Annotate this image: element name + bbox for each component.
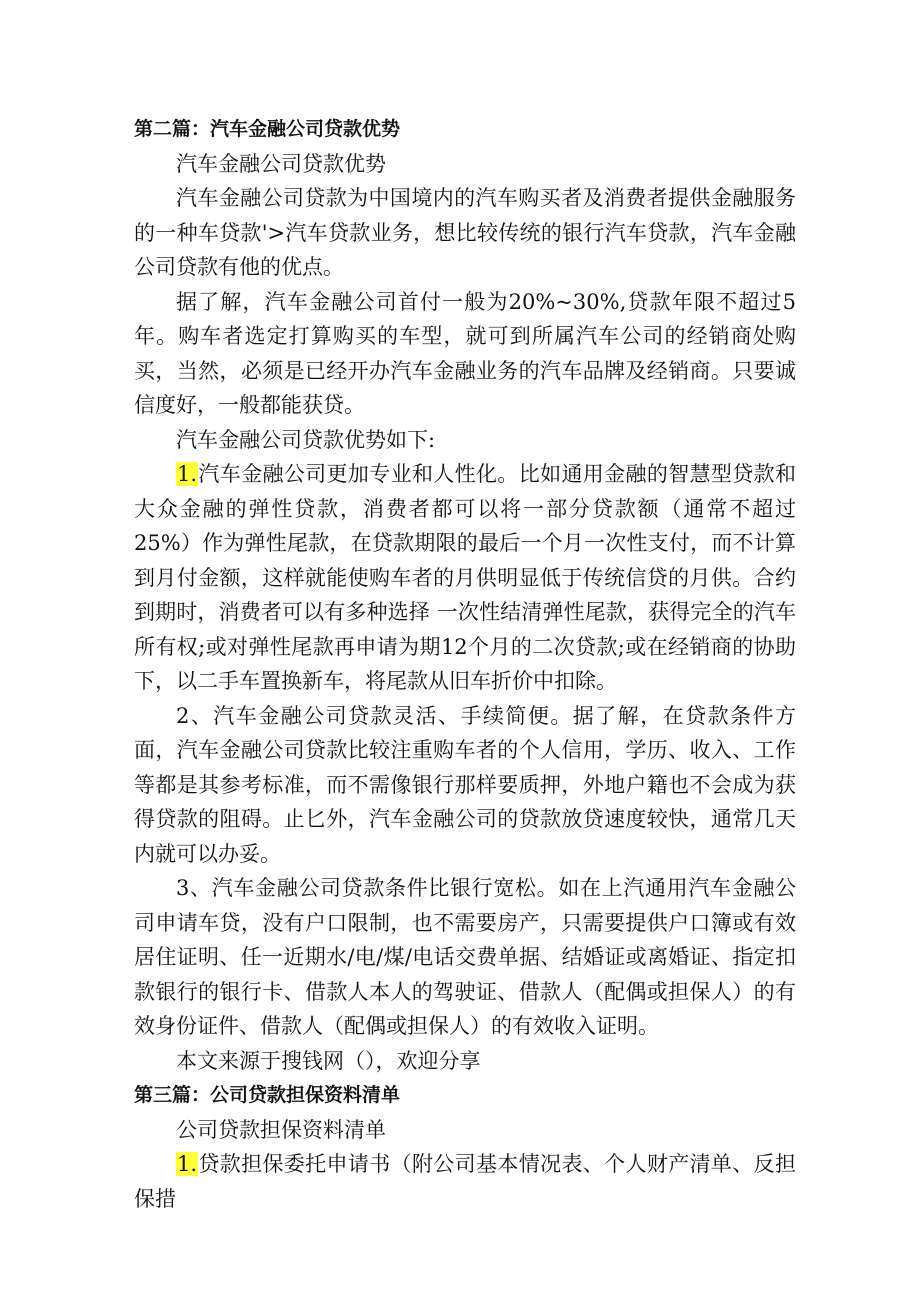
paragraph-advantages-lead: 汽车金融公司贷款优势如下: xyxy=(176,427,436,452)
document-content xyxy=(134,112,796,1216)
paragraph-intro: 汽车金融公司贷款为中国境内的汽车购买者及消费者提供金融服务的一种车贷款'>汽车贷款业务，想比较传统的银行汽车贷款，汽车金融公司贷款有他的优点。 xyxy=(134,186,796,279)
list-item-text: 贷款担保委托申请书（附公司基本情况表、个人财产清单、反担保措 xyxy=(134,1152,796,1211)
section-subtitle: 汽车金融公司贷款优势 xyxy=(176,151,386,176)
paragraph-terms: 据了解，汽车金融公司首付一般为20%~30%,贷款年限不超过5年。购车者选定打算购买的车型，就可到所属汽车公司的经销商处购买，当然，必须是已经开办汽车金融业务的汽车品牌及经销商。只要诚信度好，一般都能获贷。 xyxy=(134,289,796,417)
list-item-text: 汽车金融公司更加专业和人性化。比如通用金融的智慧型贷款和大众金融的弹性贷款，消费者都可以将一部分贷款额（通常不超过25%）作为弹性尾款，在贷款期限的最后一个月一次性支付，而不计算到月付金额，这样就能使购车者的月供明显低于传统信贷的月供。合约到期时，消费者可以有多种选择 一次性结清弹性尾款，获得完全的汽车所有权;或对弹性尾款再申请为期12个月的二次贷款;或在经销商的协助下，以二手车置换新车，将尾款从旧车折价中扣除。 xyxy=(134,462,796,693)
list-item-1 xyxy=(134,1147,796,1216)
section-heading-2: 第二篇：汽车金融公司贷款优势 xyxy=(134,118,401,140)
source-note: 本文来源于搜钱网（），欢迎分享 xyxy=(176,1048,481,1073)
list-item-2: 2、汽车金融公司贷款灵活、手续简便。据了解，在贷款条件方面，汽车金融公司贷款比较注重购车者的个人信用，学历、收入、工作等都是其参考标准，而不需像银行那样要质押，外地户籍也不会成为获得贷款的阻碍。止匕外，汽车金融公司的贷款放贷速度较快，通常几天内就可以办妥。 xyxy=(134,703,796,866)
section-subtitle: 公司贷款担保资料清单 xyxy=(176,1117,386,1142)
highlighted-number: 1. xyxy=(177,1152,198,1176)
highlighted-number: 1. xyxy=(177,462,198,486)
list-item-3: 3、汽车金融公司贷款条件比银行宽松。如在上汽通用汽车金融公司申请车贷，没有户口限制，也不需要房产，只需要提供户口簿或有效居住证明、任一近期水/电/煤/电话交费单据、结婚证或离婚证、指定扣款银行的银行卡、借款人本人的驾驶证、借款人（配偶或担保人）的有效身份证件、借款人（配偶或担保人）的有效收入证明。 xyxy=(134,876,796,1038)
list-item-1 xyxy=(134,457,796,699)
section-heading-3: 第三篇：公司贷款担保资料清单 xyxy=(134,1084,401,1106)
